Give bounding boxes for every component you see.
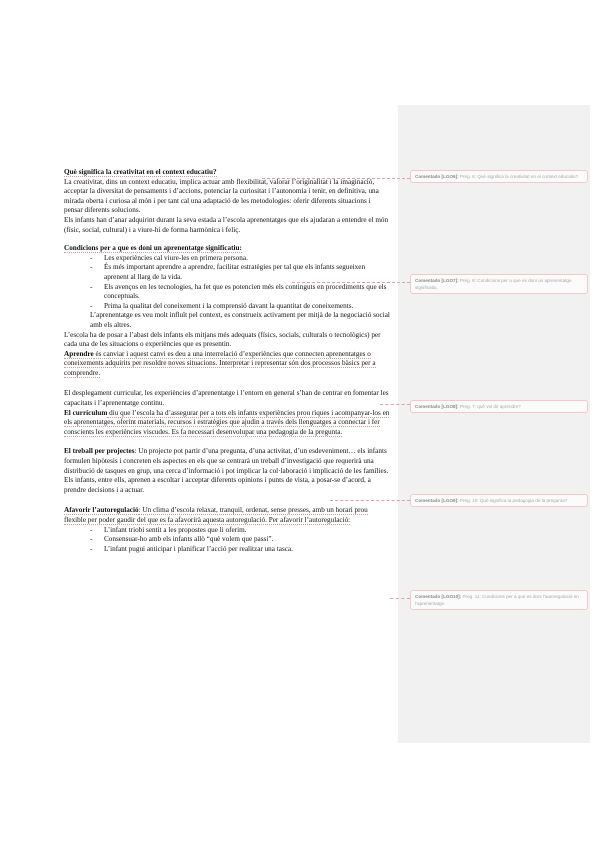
list-item: - L’infant triobi sentit a les propostes que li oferim. [90,526,390,536]
list-item: - Els avenços en les tecnologies, ha fet que es potencien més els continguts en procediments que els conceptuals. [90,283,390,302]
section-condicions [64,244,390,378]
comment-lgo10[interactable] [410,590,588,610]
comment-pane [398,105,590,743]
paragraph: L’escola ha de posar a l’abast dels infants els mitjans més adequats (físics, socials, culturals o tecnològics) per cada una de les situacions o experiències que es presentin. [64,330,381,349]
comment-connector [292,282,410,283]
comment-author: Comentado [LGO7]: [415,278,459,283]
comment-text: Preg. 6: Què significa la creativitat en el context educatiu? [459,174,579,179]
comment-text: Preg. 10: Què significa la pedagogia de la pregunta? [459,498,568,503]
list-item: - Les experiències cal viure-les en primera persona. [90,254,390,264]
comment-connector [262,178,410,179]
paragraph-autoregulacio: Afavorir l’autoregulació: Un clima d’escola relaxat, tranquil, ordenat, sense presses, amb un horari prou flexible per poder gaudir del que es fa afavorirà aquesta autoregulació. Per afavorir l’autoregulació: [64,506,368,524]
comment-author: Comentado [LGO6]: [415,174,459,179]
comment-author: Comentado [LGO8]: [415,404,459,409]
heading-condicions: Condicions per a que es doni un aprenentatge significatiu: [64,244,242,253]
comment-lgo8[interactable] [410,400,588,413]
comment-connector [390,598,410,599]
comment-lgo7[interactable] [410,274,588,294]
section-curriculum [64,389,390,437]
comment-connector [330,500,410,501]
paragraph-projectes: El treball per projectes: Un projecte pot partir d’una pregunta, d’una activitat, d’un esdeveniment… els infants formulen hipòtesis i concreten els aspectes en els que se centrarà un treball d’investigació que requerirà una distribució de tasques en grup, una cerca d’informació i pot implicar la col·laboració i implicació de les famílies. [64,447,389,475]
heading-creativitat: Què significa la creativitat en el context educatiu? [64,168,217,176]
list-item: - L’infant pugui anticipar i planificar l’acció per realitzar una tasca. [90,545,390,555]
term-curriculum: El currículum [64,408,108,417]
comment-lgo6[interactable] [410,170,588,183]
term-autoregulacio: Afavorir l’autoregulació [64,506,139,515]
paragraph: Els infants han d’anar adquirint durant la seva estada a l’escola aprenentatges que els ajudaran a entendre el món (físic, social, cultural) i a viure-hi de forma harmònica i feliç. [64,215,389,234]
paragraph: La creativitat, dins un context educatiu, implica actuar amb flexibilitat, valorar l’originalitat i la imaginació, acceptar la diversitat de pensaments i d’accions, potenciar la curiositat i l’autonomia i tenir, en definitiva, una mirada oberta i curiosa al món i per tant cal una adaptació de les metodologies: oferir diferents situacions i pensar diferents solucions. [64,177,379,215]
term-aprendre: Aprendre [64,349,94,358]
comment-author: Comentado [LGO10]: [415,594,462,599]
list-item: - Consensuar-ho amb els infants allò “què volem que passi”. [90,535,390,545]
comment-text: Preg. 8: Condicions per a que es doni un aprenentatge significatiu. [415,278,572,290]
comment-text: Preg. 11: Condicions per a que es doni l’autoregulació en l’aprenentatge. [415,594,579,606]
list-item: - Prima la qualitat del coneixement i la comprensió davant la quantitat de coneixements. [90,302,390,312]
section-projectes [64,447,390,495]
paragraph-curriculum: El currículum diu que l’escola ha d’assegurar per a tots els infants experiències prou riques i acompanyar-los en els aprenentatges, oferint materials, recursos i estratègies que ajudin a través dels llenguatges a connectar i fer conscients les experiències viscudes. Es fa necessari desenvolupar una pedagogia de la pregunta. [64,408,390,436]
comment-author: Comentado [LGO9]: [415,498,459,503]
section-autoregulacio [64,506,390,554]
document-body [64,168,390,554]
list-item: - És més important aprendre a aprendre, facilitar estratègies per tal que els infants segueixen aprenent al llarg de la vida. [90,263,390,282]
comment-text: Preg. 7: què vol dir aprendre? [459,404,521,409]
comment-lgo9[interactable] [410,494,588,507]
paragraph-aprendre: Aprendre és canviar i aquest canvi es deu a una interrelació d’experiències que connecten aprenentatges o coneixements adquirits per resoldre noves situacions. Interpretar i representar són dos processos bàsics per a comprendre. [64,349,376,377]
term-projectes: El treball per projectes [64,447,135,456]
paragraph: Els infants, entre ells, aprenen a escoltar i acceptar diferents opinions i punts de vista, a posar-se d’acord, a prendre decisions i a actuar. [64,476,371,494]
indented-paragraph: L’aprenentatge es veu molt influït pel context, es construeix activament per mitjà de la negociació social amb els altres. [90,311,390,329]
paragraph: El desplegament curricular, les experiències d’aprenentatge i l’entorn en general s’han de centrar en fomentar les capacitats i l’aprenentatge continu. [64,389,389,408]
comment-connector [380,404,410,405]
bullet-list [64,526,390,555]
